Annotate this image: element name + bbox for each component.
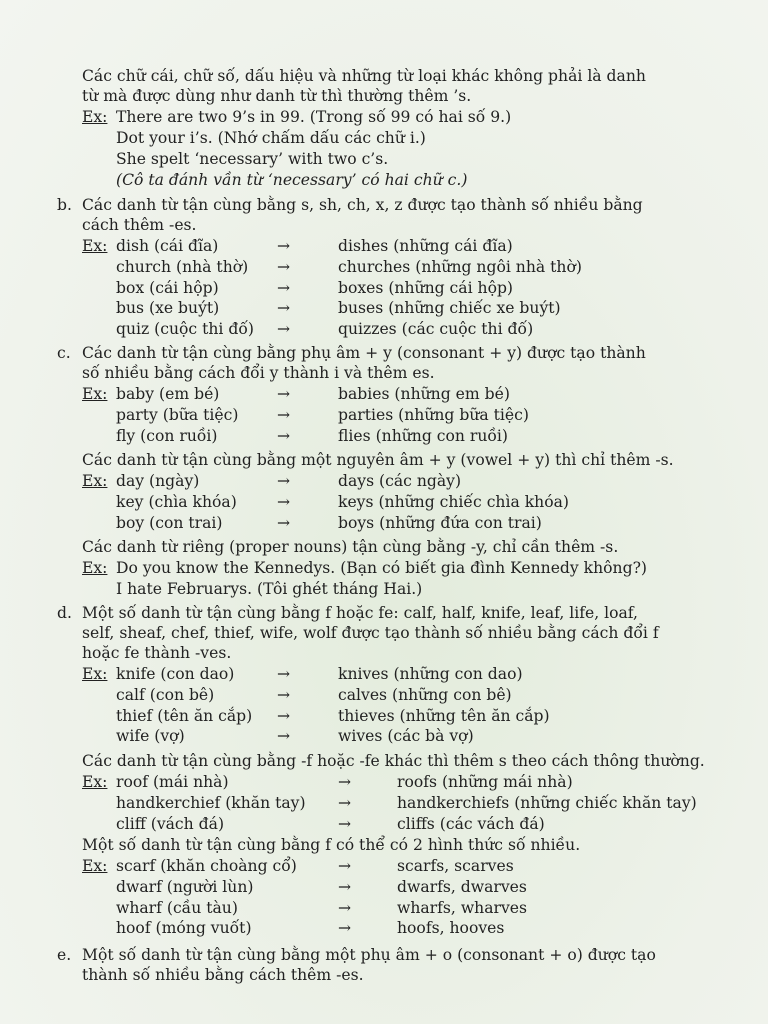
example-right-1: scarfs, scarves xyxy=(397,857,514,875)
example-right-2: calves (những con bê) xyxy=(338,685,512,704)
example-left-4: bus (xe buýt) xyxy=(116,299,220,318)
section-d-ex-label-3: Ex: xyxy=(82,857,108,875)
intro-line-1: Các chữ cái, chữ số, dấu hiệu và những từ loại khác không phải là danh xyxy=(82,67,646,85)
example-left-1: scarf (khăn choàng cổ) xyxy=(116,857,297,875)
arrow-2: → xyxy=(277,685,291,704)
arrow-2: → xyxy=(277,492,291,511)
section-c-ex-label-2: Ex: xyxy=(82,472,108,490)
example-left-4: wife (vợ) xyxy=(116,727,185,746)
section-b-line-1: Các danh từ tận cùng bằng s, sh, ch, x, z được tạo thành số nhiều bằng xyxy=(82,196,643,214)
example-right-2: churches (những ngôi nhà thờ) xyxy=(338,257,582,276)
arrow-5: → xyxy=(277,320,291,339)
section-d-two-forms-rule: Một số danh từ tận cùng bằng f có thể có 2 hình thức số nhiều. xyxy=(82,836,581,854)
example-right-1: roofs (những mái nhà) xyxy=(397,773,573,791)
example-left-2: calf (con bê) xyxy=(116,685,215,704)
arrow-2: → xyxy=(277,257,291,276)
arrow-3: → xyxy=(338,898,352,917)
example-left-3: box (cái hộp) xyxy=(116,278,219,297)
example-left-1: dish (cái đĩa) xyxy=(116,237,219,255)
intro-example-4: (Cô ta đánh vần từ ‘necessary’ có hai chữ c.) xyxy=(116,171,468,189)
section-b-line-2: cách thêm -es. xyxy=(82,216,197,234)
example-right-2: handkerchiefs (những chiếc khăn tay) xyxy=(397,793,697,812)
section-c-ex-label: Ex: xyxy=(82,385,108,403)
arrow-2: → xyxy=(338,877,352,896)
section-e-line-2: thành số nhiều bằng cách thêm -es. xyxy=(82,966,364,984)
section-e-line-1: Một số danh từ tận cùng bằng một phụ âm + o (consonant + o) được tạo xyxy=(82,946,656,964)
arrow-1: → xyxy=(277,472,291,490)
intro-example-1: There are two 9’s in 99. (Trong số 99 có hai số 9.) xyxy=(116,108,512,126)
example-left-2: party (bữa tiệc) xyxy=(116,405,239,424)
example-left-3: thief (tên ăn cắp) xyxy=(116,706,253,725)
example-right-1: babies (những em bé) xyxy=(338,385,510,403)
example-left-1: roof (mái nhà) xyxy=(116,773,229,791)
example-left-1: day (ngày) xyxy=(116,472,200,490)
section-c-line-1: Các danh từ tận cùng bằng phụ âm + y (consonant + y) được tạo thành xyxy=(82,344,646,362)
example-right-3: wharfs, wharves xyxy=(397,898,528,917)
section-d-line-3: hoặc fe thành -ves. xyxy=(82,644,232,662)
arrow-4: → xyxy=(338,919,352,938)
arrow-2: → xyxy=(338,793,352,812)
example-right-3: cliffs (các vách đá) xyxy=(397,814,545,833)
intro-ex-label: Ex: xyxy=(82,108,108,126)
section-c-proper-example-1: Do you know the Kennedys. (Bạn có biết gia đình Kennedy không?) xyxy=(116,559,648,577)
section-d-line-1: Một số danh từ tận cùng bằng f hoặc fe: calf, half, knife, leaf, life, loaf, xyxy=(82,604,638,622)
arrow-2: → xyxy=(277,405,291,424)
section-b-ex-label: Ex: xyxy=(82,237,108,255)
intro-line-2: từ mà được dùng như danh từ thì thường thêm ’s. xyxy=(82,87,472,105)
example-left-5: quiz (cuộc thi đố) xyxy=(116,320,254,339)
section-d-line-2: self, sheaf, chef, thief, wife, wolf được tạo thành số nhiều bằng cách đổi f xyxy=(82,624,659,642)
example-left-3: wharf (cầu tàu) xyxy=(116,898,238,917)
arrow-3: → xyxy=(338,814,352,833)
arrow-4: → xyxy=(277,299,291,318)
arrow-4: → xyxy=(277,727,291,746)
example-right-2: parties (những bữa tiệc) xyxy=(338,405,529,424)
example-right-1: knives (những con dao) xyxy=(338,665,523,683)
intro-example-3: She spelt ‘necessary’ with two c’s. xyxy=(116,150,389,168)
example-left-2: church (nhà thờ) xyxy=(116,257,249,276)
example-right-1: days (các ngày) xyxy=(338,472,462,490)
example-right-4: hoofs, hooves xyxy=(397,919,505,938)
arrow-1: → xyxy=(338,857,352,875)
section-b-marker: b. xyxy=(57,196,72,214)
arrow-1: → xyxy=(338,773,352,791)
section-d-ex-label: Ex: xyxy=(82,665,108,683)
example-right-3: boxes (những cái hộp) xyxy=(338,278,514,297)
arrow-1: → xyxy=(277,385,291,403)
example-left-3: boy (con trai) xyxy=(116,513,223,532)
section-c-line-2: số nhiều bằng cách đổi y thành i và thêm es. xyxy=(82,364,435,382)
example-right-3: boys (những đứa con trai) xyxy=(338,513,542,532)
section-e-marker: e. xyxy=(57,946,72,964)
section-c-proper-rule: Các danh từ riêng (proper nouns) tận cùng bằng -y, chỉ cần thêm -s. xyxy=(82,538,619,556)
example-right-3: thieves (những tên ăn cắp) xyxy=(338,706,550,725)
section-c-proper-example-2: I hate Februarys. (Tôi ghét tháng Hai.) xyxy=(116,580,423,598)
section-d-ex-label-2: Ex: xyxy=(82,773,108,791)
arrow-1: → xyxy=(277,665,291,683)
example-right-1: dishes (những cái đĩa) xyxy=(338,237,513,255)
example-left-3: fly (con ruồi) xyxy=(116,426,218,445)
example-left-2: dwarf (người lùn) xyxy=(116,877,254,896)
example-left-1: knife (con dao) xyxy=(116,665,235,683)
section-c-vowel-rule: Các danh từ tận cùng bằng một nguyên âm + y (vowel + y) thì chỉ thêm -s. xyxy=(82,451,674,469)
section-c-marker: c. xyxy=(57,344,71,362)
section-d-marker: d. xyxy=(57,604,72,622)
arrow-3: → xyxy=(277,706,291,725)
arrow-3: → xyxy=(277,278,291,297)
example-left-3: cliff (vách đá) xyxy=(116,814,225,833)
section-c-ex-label-3: Ex: xyxy=(82,559,108,577)
example-left-4: hoof (móng vuốt) xyxy=(116,919,252,938)
section-d-other-rule: Các danh từ tận cùng bằng -f hoặc -fe khác thì thêm s theo cách thông thường. xyxy=(82,752,705,770)
example-right-5: quizzes (các cuộc thi đố) xyxy=(338,320,534,339)
example-right-2: keys (những chiếc chìa khóa) xyxy=(338,492,569,511)
example-right-2: dwarfs, dwarves xyxy=(397,877,527,896)
example-left-2: handkerchief (khăn tay) xyxy=(116,793,306,812)
arrow-3: → xyxy=(277,426,291,445)
example-right-3: flies (những con ruồi) xyxy=(338,426,509,445)
example-left-2: key (chìa khóa) xyxy=(116,492,237,511)
example-right-4: wives (các bà vợ) xyxy=(338,727,474,746)
example-left-1: baby (em bé) xyxy=(116,385,220,403)
arrow-1: → xyxy=(277,237,291,255)
intro-example-2: Dot your i’s. (Nhớ chấm dấu các chữ i.) xyxy=(116,129,426,147)
example-right-4: buses (những chiếc xe buýt) xyxy=(338,299,561,318)
arrow-3: → xyxy=(277,513,291,532)
